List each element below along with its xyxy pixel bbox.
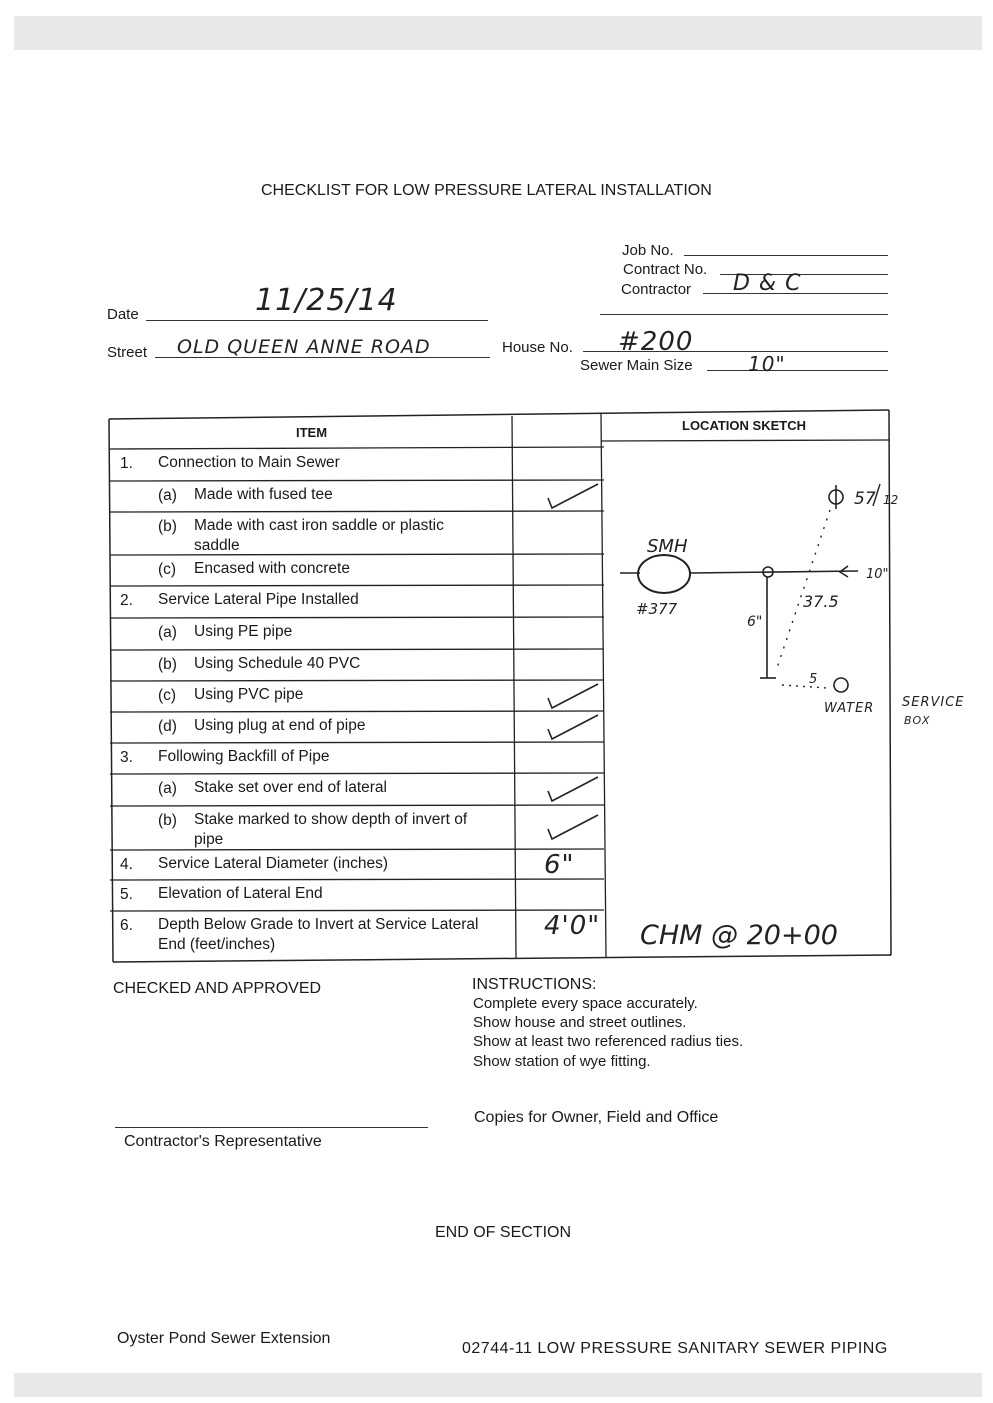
row-label: Depth Below Grade to Invert at Service Lateral xyxy=(158,916,479,933)
row-number: (b) xyxy=(158,656,177,673)
location-sketch-header: LOCATION SKETCH xyxy=(682,418,806,433)
project-name: Oyster Pond Sewer Extension xyxy=(117,1330,331,1347)
row-number: 1. xyxy=(120,455,133,472)
row-label: Connection to Main Sewer xyxy=(158,454,340,471)
row-number: (c) xyxy=(158,687,177,704)
instructions-title: INSTRUCTIONS: xyxy=(472,976,597,993)
handwritten-value: 6" xyxy=(544,850,575,880)
street-value: OLD QUEEN ANNE ROAD xyxy=(177,336,431,358)
tie-distance-top-suffix: 12 xyxy=(883,493,899,507)
contractor-value: D & C xyxy=(733,271,802,296)
instruction-2: Show house and street outlines. xyxy=(473,1014,687,1031)
row-label: Following Backfill of Pipe xyxy=(158,748,330,765)
row-label: Using PVC pipe xyxy=(194,686,304,703)
contractor-signature-line[interactable] xyxy=(115,1127,428,1128)
house-no-label: House No. xyxy=(502,339,573,356)
date-label: Date xyxy=(107,306,139,323)
manhole-number: #377 xyxy=(636,600,678,618)
page-title: CHECKLIST FOR LOW PRESSURE LATERAL INSTALLATION xyxy=(261,182,712,199)
tie-distance-short: 5 xyxy=(809,672,818,687)
row-number: (d) xyxy=(158,718,177,735)
instruction-3: Show at least two referenced radius ties. xyxy=(473,1033,744,1050)
row-number: 5. xyxy=(120,886,133,903)
row-label: Service Lateral Pipe Installed xyxy=(158,591,359,608)
row-label: Stake set over end of lateral xyxy=(194,779,388,796)
row-number: (a) xyxy=(158,487,177,504)
job-no-label: Job No. xyxy=(622,242,674,259)
contractor-rep-label: Contractor's Representative xyxy=(124,1133,322,1150)
instruction-1: Complete every space accurately. xyxy=(473,995,698,1012)
tie-line-water-box xyxy=(782,685,827,688)
row-number: (b) xyxy=(158,812,177,829)
row-number: (c) xyxy=(158,561,177,578)
main-pipe-size: 10" xyxy=(866,567,889,582)
row-number: (a) xyxy=(158,780,177,797)
tie-line-long xyxy=(777,510,830,668)
row-label-continued: saddle xyxy=(194,537,240,554)
smh-label: SMH xyxy=(647,536,688,557)
lateral-size: 6" xyxy=(747,614,763,630)
row-label: Using Schedule 40 PVC xyxy=(194,655,361,672)
item-header: ITEM xyxy=(296,425,328,440)
service-label: SERVICE xyxy=(902,695,965,710)
row-label: Service Lateral Diameter (inches) xyxy=(158,855,389,872)
row-label: Made with fused tee xyxy=(194,486,333,503)
row-label: Elevation of Lateral End xyxy=(158,885,323,902)
handwritten-value: 4'0" xyxy=(544,911,601,941)
copies-note: Copies for Owner, Field and Office xyxy=(474,1109,719,1126)
box-label: BOX xyxy=(904,714,931,727)
date-value: 11/25/14 xyxy=(255,283,398,318)
row-label: Made with cast iron saddle or plastic xyxy=(194,517,444,534)
house-no-value: #200 xyxy=(618,327,694,357)
main-sewer-line xyxy=(690,571,858,573)
row-number: 4. xyxy=(120,856,133,873)
end-of-section: END OF SECTION xyxy=(435,1224,572,1241)
sewer-main-size-label: Sewer Main Size xyxy=(580,357,693,374)
station-note: CHM @ 20+00 xyxy=(640,920,838,951)
row-label: Encased with concrete xyxy=(194,560,350,577)
contract-no-label: Contract No. xyxy=(623,261,708,278)
water-service-box-icon xyxy=(834,678,848,692)
row-label: Using PE pipe xyxy=(194,623,293,640)
row-number: (a) xyxy=(158,624,177,641)
checked-approved-label: CHECKED AND APPROVED xyxy=(113,980,322,997)
row-label-continued: End (feet/inches) xyxy=(158,936,276,953)
section-reference: 02744-11 LOW PRESSURE SANITARY SEWER PIPING xyxy=(462,1340,888,1355)
row-number: 6. xyxy=(120,917,133,934)
row-label: Stake marked to show depth of invert of xyxy=(194,811,468,828)
row-number: 2. xyxy=(120,592,133,609)
row-number: (b) xyxy=(158,518,177,535)
row-label: Using plug at end of pipe xyxy=(194,717,366,734)
street-label: Street xyxy=(107,344,148,361)
row-number: 3. xyxy=(120,749,133,766)
row-label-continued: pipe xyxy=(194,831,224,848)
manhole-circle xyxy=(638,555,690,593)
instruction-4: Show station of wye fitting. xyxy=(473,1053,651,1070)
tie-distance-top: 57 xyxy=(854,489,876,509)
sewer-main-size-value: 10" xyxy=(748,352,786,376)
water-label: WATER xyxy=(824,701,875,716)
contractor-label: Contractor xyxy=(621,281,692,298)
tie-distance-long: 37.5 xyxy=(803,592,839,611)
